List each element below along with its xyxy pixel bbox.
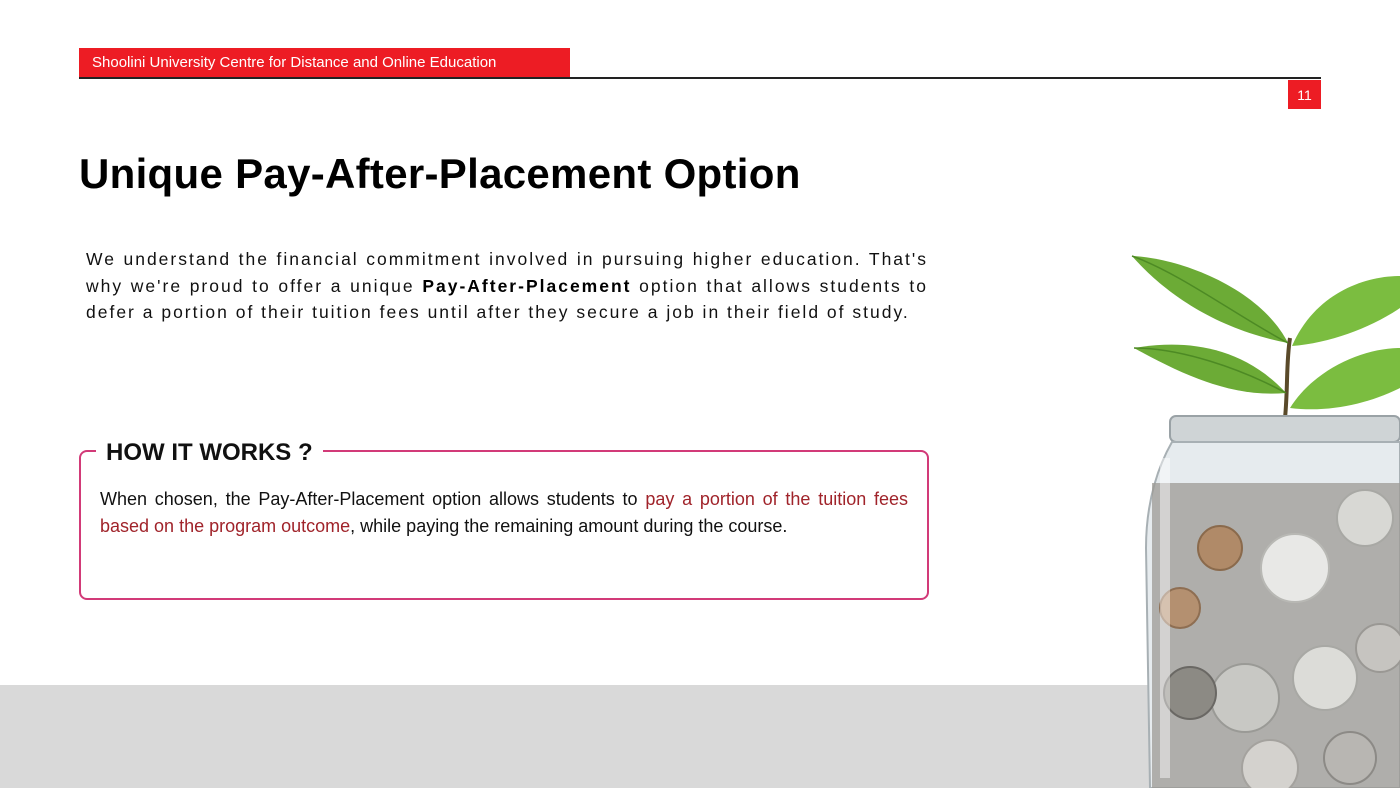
coin-jar-plant-icon — [1120, 248, 1400, 788]
intro-text-end: option that allows students to defer a portion of their tuition fees until after they secure a job in their field of study. — [86, 275, 929, 322]
page-title: Unique Pay-After-Placement Option — [79, 150, 801, 197]
how-it-works-heading: HOW IT WORKS ? — [96, 436, 323, 470]
intro-text-start: We understand the financial commitment involved in pursuing higher education. That's why we're proud to offer a unique — [86, 249, 928, 296]
header-tag: Shoolini University Centre for Distance and Online Education — [79, 48, 570, 77]
works-text-highlight: pay a portion of the tuition fees based on the program outcome — [100, 489, 908, 536]
works-text-end: , while paying the remaining amount during the course. — [350, 516, 788, 536]
intro-paragraph — [86, 246, 928, 326]
header-divider — [79, 77, 1321, 79]
how-it-works-text — [100, 486, 908, 540]
works-text-start: When chosen, the Pay-After-Placement option allows students to — [100, 489, 646, 509]
page-number: 11 — [1288, 80, 1321, 109]
intro-bold-term: Pay-After-Placement — [422, 275, 632, 296]
